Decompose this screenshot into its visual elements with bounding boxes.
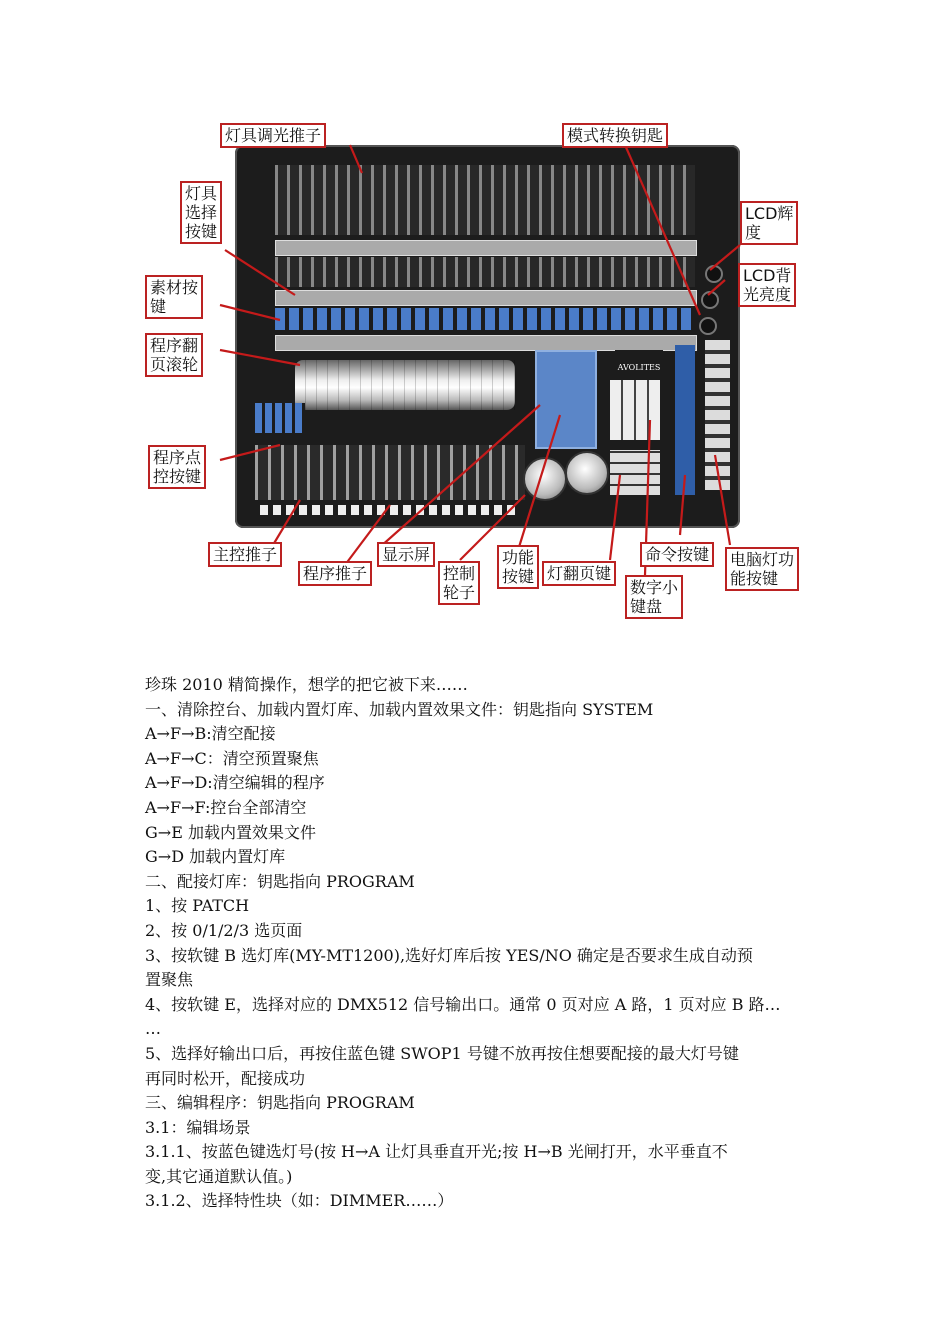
label-numeric-keypad: 数字小 键盘 [625, 575, 683, 619]
label-lcd-backlight: LCD背 光亮度 [738, 263, 796, 307]
console-photo [235, 145, 740, 528]
instructions-text [145, 673, 815, 1214]
text-line: A→F→C：清空预置聚焦 [145, 748, 319, 768]
text-line: G→D 加载内置灯库 [145, 847, 286, 867]
text-line: 3.1.1、按蓝色键选灯号(按 H→A 让灯具垂直开光;按 H→B 光闸打开，水平垂直不 [145, 1142, 728, 1162]
text-line: 三、编辑程序：钥匙指向 PROGRAM [145, 1093, 415, 1113]
label-page-keys: 灯翻页键 [542, 561, 616, 586]
label-playback-keys: 程序点 控按键 [148, 445, 206, 489]
console-diagram [140, 115, 820, 625]
playback-buttons [260, 505, 520, 515]
mode-key [699, 317, 717, 335]
text-line: 3.1.2、选择特性块（如：DIMMER……） [145, 1191, 454, 1211]
fixture-fader-row-1 [275, 165, 695, 235]
numeric-keypad [610, 380, 660, 440]
text-line: 2、按 0/1/2/3 选页面 [145, 920, 303, 940]
control-wheel-right [565, 451, 609, 495]
label-playback-faders: 程序推子 [298, 561, 372, 586]
text-line: A→F→D:清空编辑的程序 [145, 773, 325, 793]
text-line: 再同时松开，配接成功 [145, 1068, 306, 1088]
fader-rail-1 [275, 240, 697, 256]
pc-function-keys [705, 340, 730, 490]
page-scroll-wheel [295, 360, 515, 410]
control-wheel-left [523, 457, 567, 501]
display-screen [535, 350, 597, 449]
text-line: 5、选择好输出口后，再按住蓝色键 SWOP1 号键不放再按住想要配接的最大灯号键 [145, 1043, 739, 1063]
label-pc-keys: 电脑灯功 能按键 [725, 547, 799, 591]
label-fixture-faders: 灯具调光推子 [220, 123, 326, 148]
text-line: A→F→B:清空配接 [145, 724, 276, 744]
text-line: … [145, 1019, 161, 1039]
text-line: 置聚焦 [145, 970, 194, 990]
fixture-select-keys [275, 308, 695, 330]
command-keys [675, 345, 695, 495]
text-line: 一、清除控台、加载内置灯库、加载内置效果文件：钥匙指向 SYSTEM [145, 699, 654, 719]
text-line: 二、配接灯库：钥匙指向 PROGRAM [145, 871, 415, 891]
label-display: 显示屏 [377, 542, 435, 567]
text-line: G→E 加载内置效果文件 [145, 822, 316, 842]
label-command-keys: 命令按键 [640, 542, 714, 567]
fader-rail-2 [275, 290, 697, 306]
playback-fader-bank [255, 445, 525, 500]
label-control-wheels: 控制 轮子 [438, 561, 480, 605]
label-function-keys: 功能 按键 [497, 545, 539, 589]
text-line: 变,其它通道默认值。) [145, 1166, 293, 1186]
label-mode-key: 模式转换钥匙 [562, 123, 668, 148]
label-fixture-select: 灯具 选择 按键 [180, 181, 222, 244]
text-line: 1、按 PATCH [145, 896, 250, 916]
avolites-logo: AVOLITES [615, 350, 663, 375]
fixture-fader-row-2 [275, 257, 695, 287]
label-material-keys: 素材按 键 [145, 275, 203, 319]
label-lcd-brightness: LCD辉 度 [740, 201, 798, 245]
lcd-brightness-dial [705, 265, 723, 283]
page-keys [610, 450, 660, 495]
label-scroll-wheel: 程序翻 页滚轮 [145, 333, 203, 377]
lcd-backlight-dial [701, 291, 719, 309]
label-master-faders: 主控推子 [208, 542, 282, 567]
fader-rail-3 [275, 335, 697, 351]
text-line: 3.1：编辑场景 [145, 1117, 251, 1137]
playback-select-keys [255, 403, 305, 433]
text-line: 珍珠 2010 精简操作，想学的把它被下来…… [145, 675, 468, 694]
text-line: A→F→F:控台全部清空 [145, 797, 307, 817]
text-line: 3、按软键 B 选灯库(MY-MT1200),选好灯库后按 YES/NO 确定是否要求生成自动预 [145, 945, 753, 965]
text-line: 4、按软键 E，选择对应的 DMX512 信号输出口。通常 0 页对应 A 路，1 页对应 B 路… [145, 994, 781, 1014]
